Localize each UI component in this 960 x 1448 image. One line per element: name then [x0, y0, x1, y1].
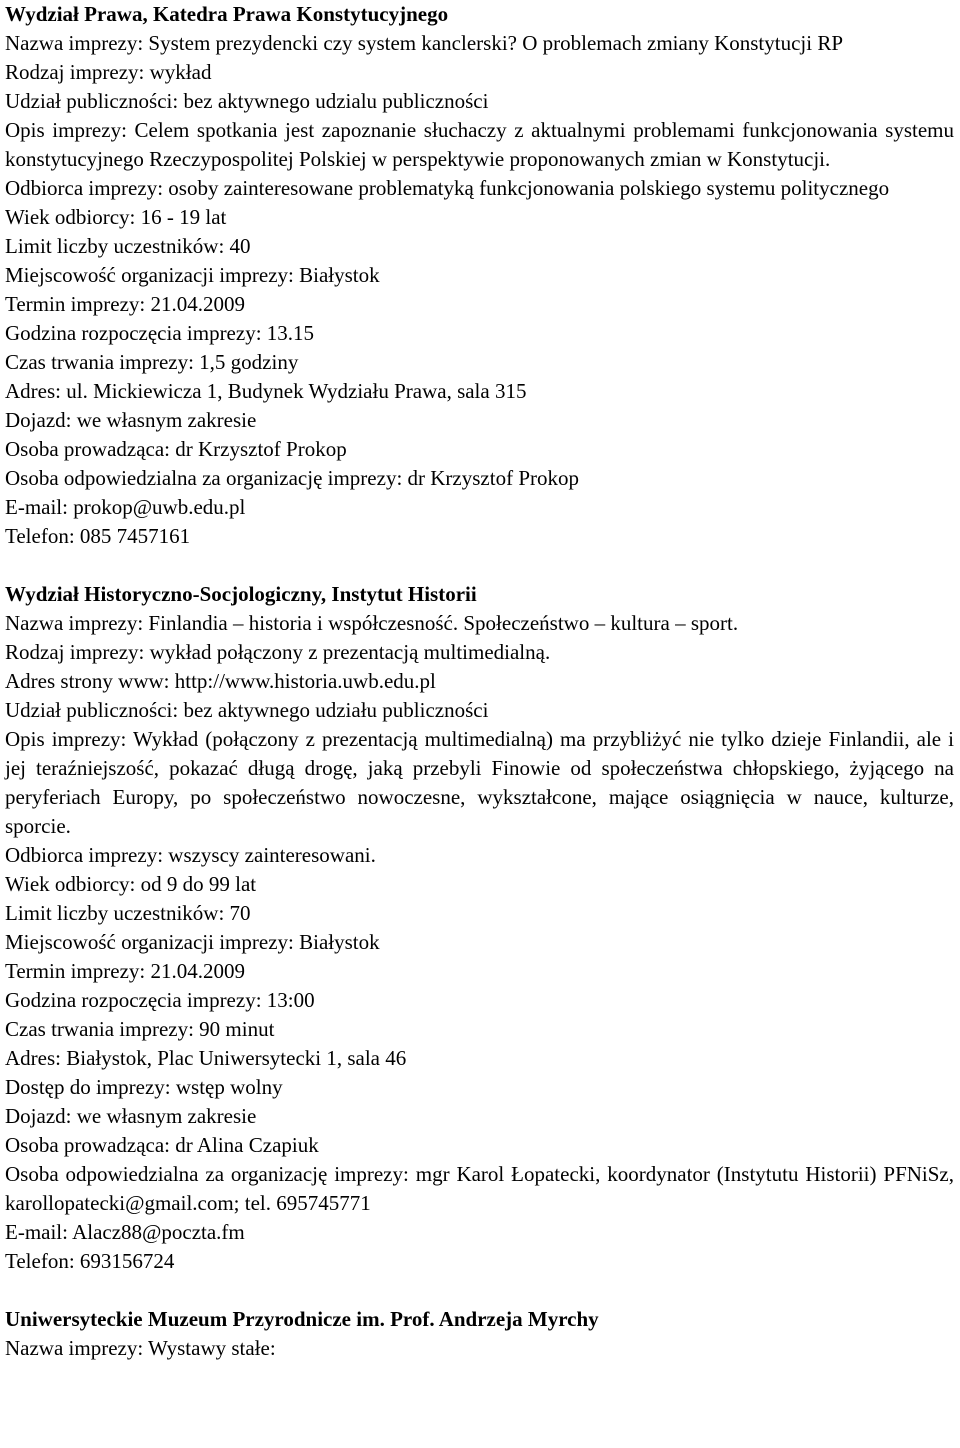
participant-limit: Limit liczby uczestników: 40	[5, 234, 251, 258]
section-spacer	[5, 551, 954, 580]
event-host: Osoba prowadząca: dr Alina Czapiuk	[5, 1133, 319, 1157]
audience-age: Wiek odbiorcy: od 9 do 99 lat	[5, 872, 257, 896]
contact-phone: Telefon: 085 7457161	[5, 524, 191, 548]
contact-phone: Telefon: 693156724	[5, 1249, 175, 1273]
event-name: Nazwa imprezy: Wystawy stałe:	[5, 1336, 276, 1360]
section-natural-history-museum	[5, 1305, 954, 1363]
section-law-faculty	[5, 0, 954, 551]
section-history-faculty	[5, 580, 954, 1276]
event-date: Termin imprezy: 21.04.2009	[5, 292, 245, 316]
section-title: Wydział Prawa, Katedra Prawa Konstytucyjnego	[5, 2, 449, 26]
event-organizer: Osoba odpowiedzialna za organizację imprezy: dr Krzysztof Prokop	[5, 466, 579, 490]
event-address: Adres: Białystok, Plac Uniwersytecki 1, sala 46	[5, 1046, 407, 1070]
event-start-time: Godzina rozpoczęcia imprezy: 13.15	[5, 321, 315, 345]
event-transport: Dojazd: we własnym zakresie	[5, 1104, 257, 1128]
event-audience: Odbiorca imprezy: wszyscy zainteresowani.	[5, 843, 376, 867]
contact-email: E-mail: Alacz88@poczta.fm	[5, 1220, 245, 1244]
event-transport: Dojazd: we własnym zakresie	[5, 408, 257, 432]
event-location: Miejscowość organizacji imprezy: Białystok	[5, 263, 380, 287]
event-access: Dostęp do imprezy: wstęp wolny	[5, 1075, 283, 1099]
section-title: Wydział Historyczno-Socjologiczny, Instytut Historii	[5, 582, 477, 606]
event-location: Miejscowość organizacji imprezy: Białystok	[5, 930, 380, 954]
event-host: Osoba prowadząca: dr Krzysztof Prokop	[5, 437, 347, 461]
event-duration: Czas trwania imprezy: 90 minut	[5, 1017, 275, 1041]
event-description: Opis imprezy: Wykład (połączony z prezentacją multimedialną) ma przybliżyć nie tylko dzieje Finlandii, ale i jej teraźniejszość, pokazać długą drogę, jaką przebyli Finowie od społeczeństwa chłopskiego, żyjącego na peryferiach Europy, po społeczeństwo nowoczesne, wykształcone, mające osiągnięcia w nauce, kulturze, sporcie.	[5, 727, 954, 838]
event-name: Nazwa imprezy: Finlandia – historia i współczesność. Społeczeństwo – kultura – sport.	[5, 611, 739, 635]
audience-participation: Udział publiczności: bez aktywnego udzialu publiczności	[5, 89, 489, 113]
event-organizer: Osoba odpowiedzialna za organizację imprezy: mgr Karol Łopatecki, koordynator (Instytutu Historii) PFNiSz, karollopatecki@gmail.com; tel. 695745771	[5, 1162, 954, 1215]
audience-age: Wiek odbiorcy: 16 - 19 lat	[5, 205, 227, 229]
event-type: Rodzaj imprezy: wykład połączony z prezentacją multimedialną.	[5, 640, 551, 664]
event-start-time: Godzina rozpoczęcia imprezy: 13:00	[5, 988, 315, 1012]
event-type: Rodzaj imprezy: wykład	[5, 60, 212, 84]
event-name: Nazwa imprezy: System prezydencki czy system kanclerski? O problemach zmiany Konstytucji RP	[5, 31, 844, 55]
contact-email: E-mail: prokop@uwb.edu.pl	[5, 495, 246, 519]
event-audience: Odbiorca imprezy: osoby zainteresowane problematyką funkcjonowania polskiego systemu politycznego	[5, 176, 890, 200]
event-duration: Czas trwania imprezy: 1,5 godziny	[5, 350, 299, 374]
audience-participation: Udział publiczności: bez aktywnego udziału publiczności	[5, 698, 489, 722]
event-address: Adres: ul. Mickiewicza 1, Budynek Wydziału Prawa, sala 315	[5, 379, 527, 403]
website-address: Adres strony www: http://www.historia.uwb.edu.pl	[5, 669, 436, 693]
event-date: Termin imprezy: 21.04.2009	[5, 959, 245, 983]
event-description: Opis imprezy: Celem spotkania jest zapoznanie słuchaczy z aktualnymi problemami funkcjonowania systemu konstytucyjnego Rzeczypospolitej Polskiej w perspektywie proponowanych zmian w Konstytucji.	[5, 118, 954, 171]
section-title: Uniwersyteckie Muzeum Przyrodnicze im. Prof. Andrzeja Myrchy	[5, 1307, 599, 1331]
participant-limit: Limit liczby uczestników: 70	[5, 901, 251, 925]
section-spacer	[5, 1276, 954, 1305]
